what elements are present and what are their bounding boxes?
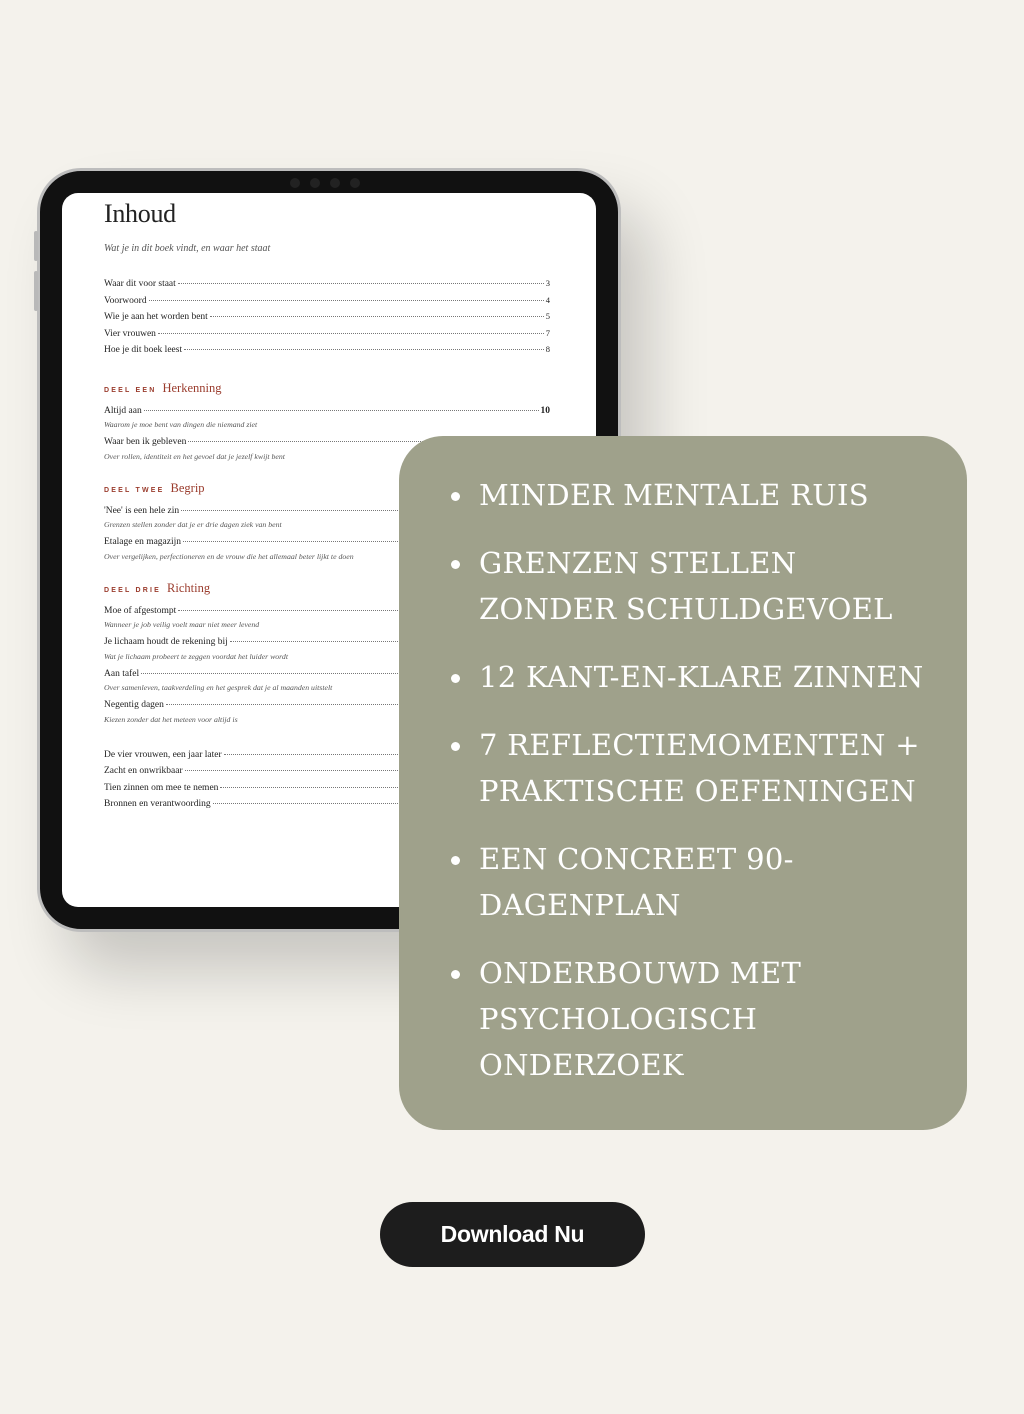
toc-part-kicker: DEEL TWEE <box>104 486 165 494</box>
camera-icon <box>290 177 370 189</box>
toc-chapter-note: Wanneer je job veilig voelt maar niet meer levend <box>104 620 260 629</box>
toc-chapter-note: Over vergelijken, perfectioneren en de vrouw die het allemaal beter lijkt te doen <box>104 551 354 561</box>
toc-part-kicker: DEEL EEN <box>104 386 157 394</box>
toc-entry-title: 'Nee' is een hele zin <box>104 505 180 516</box>
toc-leader <box>158 333 544 334</box>
toc-entry-title: Waar ben ik gebleven <box>104 437 187 447</box>
toc-chapter-note: Kiezen zonder dat het meteen voor altijd is <box>104 714 238 724</box>
toc-chapter-note: Wat je lichaam probeert te zeggen voordat het luider wordt <box>104 651 288 661</box>
toc-entry-title: Negentig dagen <box>104 700 164 710</box>
toc-entry[interactable] <box>104 344 550 361</box>
toc-page-number: 8 <box>545 344 550 354</box>
toc-leader <box>210 316 544 317</box>
toc-part-name: Begrip <box>170 480 205 495</box>
toc-entry-title: Bronnen en verantwoording <box>104 799 211 809</box>
toc-part-heading <box>104 381 550 396</box>
toc-part-name: Richting <box>167 580 211 595</box>
toc-leader <box>149 300 544 301</box>
toc-leader <box>184 349 544 350</box>
toc-page-number: 3 <box>545 278 550 288</box>
toc-entry-title: Vier vrouwen <box>104 328 156 339</box>
toc-entry-title: Altijd aan <box>104 405 142 416</box>
toc-part-name: Herkenning <box>162 380 222 395</box>
toc-entry-title: Hoe je dit boek leest <box>104 345 183 355</box>
toc-part-kicker: DEEL DRIE <box>104 586 162 594</box>
feature-item: GRENZEN STELLEN ZONDER SCHULDGEVOEL <box>451 540 931 632</box>
toc-chapter-note: Grenzen stellen zonder dat je er drie dagen ziek van bent <box>104 520 282 529</box>
tablet-volume-button <box>34 271 38 311</box>
toc-entry[interactable] <box>104 278 550 295</box>
toc-page-number: 5 <box>545 311 550 321</box>
toc-entry[interactable] <box>104 311 550 328</box>
feature-item: ONDERBOUWD MET PSYCHOLOGISCH ONDERZOEK <box>451 950 931 1088</box>
feature-item: EEN CONCREET 90-DAGENPLAN <box>451 836 931 928</box>
download-button[interactable]: Download Nu <box>380 1202 645 1267</box>
toc-leader <box>178 283 544 284</box>
toc-title: Inhoud <box>104 199 176 228</box>
features-card <box>399 436 967 1130</box>
toc-entry-title: Voorwoord <box>104 295 147 306</box>
toc-entry-title: De vier vrouwen, een jaar later <box>104 749 222 760</box>
feature-item: 7 REFLECTIEMOMENTEN + PRAKTISCHE OEFENINGEN <box>451 722 931 814</box>
feature-item: 12 KANT-EN-KLARE ZINNEN <box>451 654 931 700</box>
toc-leader <box>144 410 539 411</box>
toc-subtitle: Wat je in dit boek vindt, en waar het staat <box>104 243 271 254</box>
feature-item: MINDER MENTALE RUIS <box>451 472 931 518</box>
toc-entry-title: Moe of afgestompt <box>104 605 177 616</box>
toc-entry[interactable] <box>104 328 550 345</box>
toc-chapter-note: Waarom je moe bent van dingen die niemand ziet <box>104 420 258 429</box>
toc-entry-title: Wie je aan het worden bent <box>104 312 208 322</box>
toc-page-number: 7 <box>545 327 550 338</box>
toc-entry-title: Tien zinnen om mee te nemen <box>104 782 219 793</box>
features-list <box>451 472 931 1110</box>
tablet-side-button <box>34 231 38 261</box>
toc-entry-title: Waar dit voor staat <box>104 279 176 289</box>
toc-chapter-note: Over samenleven, taakverdeling en het gesprek dat je al maanden uitstelt <box>104 683 333 692</box>
toc-entry-title: Je lichaam houdt de rekening bij <box>104 637 228 647</box>
toc-entry-title: Etalage en magazijn <box>104 537 182 547</box>
toc-page-number: 4 <box>545 294 550 305</box>
toc-entry-title: Aan tafel <box>104 668 140 679</box>
toc-page-number: 10 <box>540 405 550 416</box>
toc-entry-title: Zacht en onwrikbaar <box>104 766 183 776</box>
toc-chapter-note: Over rollen, identiteit en het gevoel dat je jezelf kwijt bent <box>104 451 285 461</box>
toc-entry[interactable] <box>104 295 550 312</box>
